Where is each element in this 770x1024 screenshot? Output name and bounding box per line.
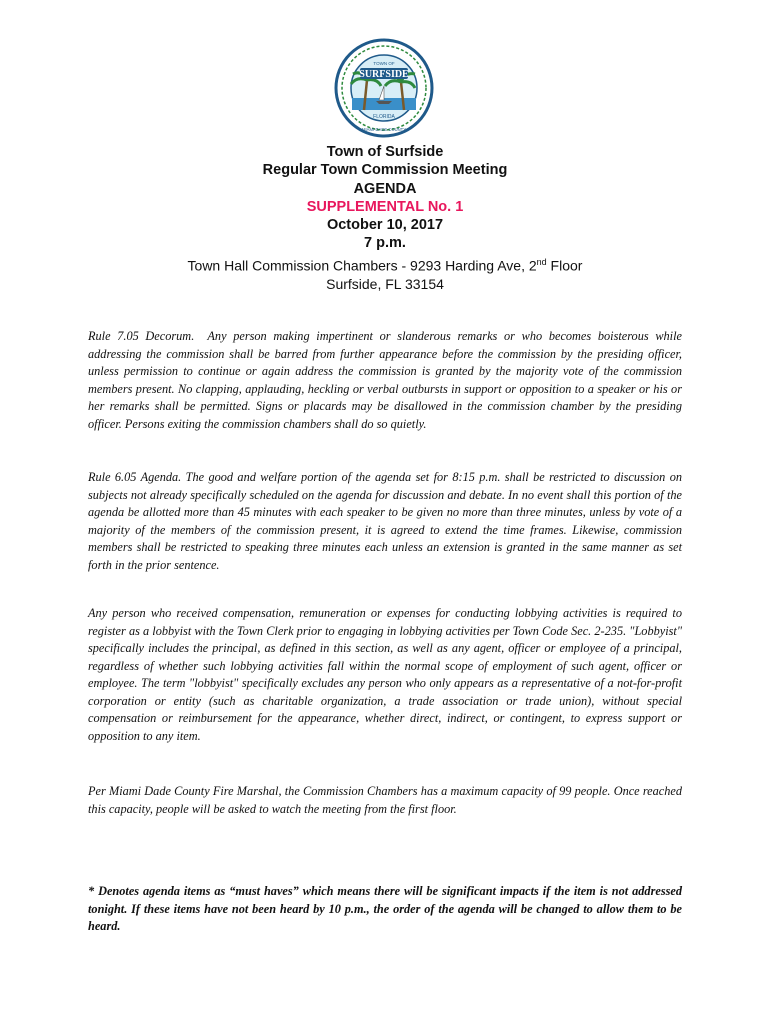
location-floor: Floor <box>546 257 583 274</box>
must-haves-note: * Denotes agenda items as “must haves” which means there will be significant impacts if the item is not addressed tonight. If these items have not been heard by 10 p.m., the order of the agenda will be changed to allow them to be heard. <box>88 884 682 933</box>
seal-name: SURFSIDE <box>359 69 409 80</box>
town-seal-logo <box>334 38 434 138</box>
location-text: Town Hall Commission Chambers - 9293 Harding Ave, 2 <box>187 257 537 274</box>
agenda-rule-text: The good and welfare portion of the agenda set for 8:15 p.m. shall be restricted to discussion on subjects not already specifically scheduled on the agenda for discussion and debate. In no event shall this portion of the agenda be allotted more than 45 minutes with each speaker to be given no more than three minutes, unless by vote of a majority of the members of the commission present, it is agreed to extend the time frames. Likewise, commission members shall be restricted to speaking three minutes each unless an extension is granted in the same manner as set forth in the prior sentence. <box>88 470 683 572</box>
capacity-paragraph: Per Miami Dade County Fire Marshal, the Commission Chambers has a maximum capacity of 99 people. Once reached this capacity, people will be asked to watch the meeting from the first floor. <box>88 784 682 816</box>
supplemental-title: SUPPLEMENTAL No. 1 <box>306 198 464 215</box>
agenda-header <box>0 143 770 293</box>
meeting-date: October 10, 2017 <box>326 217 444 234</box>
seal-top-text: TOWN OF <box>373 61 395 66</box>
decorum-rule-paragraph <box>88 328 682 433</box>
floor-superscript: nd <box>536 256 547 267</box>
decorum-rule-text: Any person making impertinent or slanderous remarks or who becomes boisterous while addressing the commission shall be barred from further appearance before the commission by the presiding officer, unless permission to continue or again address the commission is granted by the majority vote of the commission members present. No clapping, applauding, heckling or verbal outbursts in support or opposition to a speaker or his or her remarks shall be permitted. Signs or placards may be disallowed in the commission chamber by the presiding officer. Persons exiting the commission chambers shall do so quietly. <box>88 329 682 431</box>
town-title: Town of Surfside <box>326 144 444 160</box>
meeting-title: Regular Town Commission Meeting <box>262 162 508 179</box>
meeting-time: 7 p.m. <box>364 235 406 252</box>
agenda-rule-paragraph <box>88 469 682 574</box>
agenda-title: AGENDA <box>353 180 417 197</box>
decorum-rule-label: Rule 7.05 Decorum. <box>88 329 195 343</box>
seal-state: FLORIDA <box>373 114 395 120</box>
lobbyist-paragraph: Any person who received compensation, remuneration or expenses for conducting lobbying activities is required to register as a lobbyist with the Town Clerk prior to engaging in lobbying activities per Town Code Sec. 2-235. "Lobbyist" specifically includes the principal, as defined in this section, as well as any agent, officer or employee of a principal, regardless of whether such lobbying activities fall within the normal scope of employment of such agent, officer or employee. The term "lobbyist" specifically excludes any person who only appears as a representative of a not-for-profit corporation or entity (such as charitable organization, a trade association or trade union), without special compensation or reimbursement for the appearance, whether direct, indirect, or contingent, to express support or opposition to any item. <box>88 606 682 743</box>
meeting-location <box>0 253 770 275</box>
seal-county: MIAMI-DADE COUNTY <box>362 127 406 132</box>
agenda-rule-label: Rule 6.05 Agenda. <box>88 470 182 484</box>
meeting-city: Surfside, FL 33154 <box>326 275 444 292</box>
